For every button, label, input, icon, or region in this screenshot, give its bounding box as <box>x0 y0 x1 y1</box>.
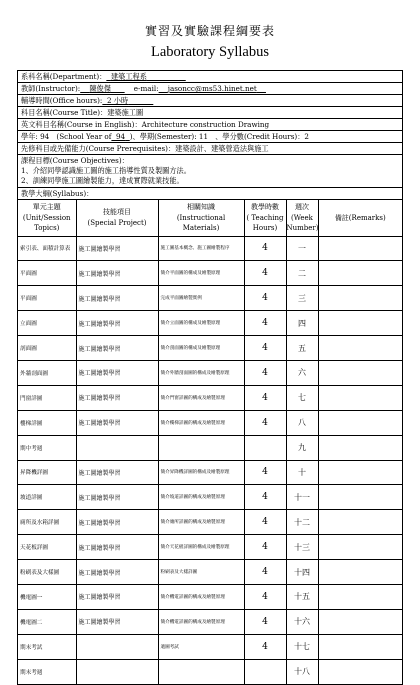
project-cell: 施工圖繪製學習 <box>76 609 158 634</box>
hours-cell: 4 <box>244 410 286 435</box>
school-year-value: 94 <box>115 132 126 141</box>
remarks-cell <box>318 460 402 485</box>
hours-cell: 4 <box>244 336 286 361</box>
table-row <box>18 336 402 361</box>
week-cell: 十三 <box>286 535 318 560</box>
remarks-cell <box>318 659 402 684</box>
week-cell: 五 <box>286 336 318 361</box>
instructor-value: 陳俊傑 <box>89 84 111 93</box>
topic-cell: 平面圖 <box>18 286 76 311</box>
email-value: jasoncc@ms53.hinet.net <box>167 84 257 93</box>
project-cell: 施工圖繪製學習 <box>76 510 158 535</box>
hours-cell: 4 <box>244 535 286 560</box>
week-cell: 十一 <box>286 485 318 510</box>
hours-cell: 4 <box>244 634 286 659</box>
topic-cell: 樓梯詳圖 <box>18 410 76 435</box>
week-cell: 十六 <box>286 609 318 634</box>
project-cell: 施工圖繪製學習 <box>76 236 158 261</box>
school-year-row <box>18 131 402 143</box>
materials-cell <box>158 659 244 684</box>
table-row <box>18 510 402 535</box>
project-cell: 施工圖繪製學習 <box>76 336 158 361</box>
course-title-row: 科目名稱(Course Title)：建築施工圖 <box>18 107 402 119</box>
department-value: 建築工程系 <box>110 72 147 81</box>
table-row <box>18 286 402 311</box>
materials-cell: 簡介剖面圖的構成及繪製原理 <box>158 336 244 361</box>
office-hours-label: 輔導時間(Office hours): <box>21 96 103 105</box>
week-cell: 四 <box>286 311 318 336</box>
remarks-cell <box>318 560 402 585</box>
topic-cell: 索引表、面積計算表 <box>18 236 76 261</box>
table-row <box>18 385 402 410</box>
course-english-row: 英文科目名稱(Course in English)：Architecture construction Drawing <box>18 119 402 131</box>
week-cell: 三 <box>286 286 318 311</box>
remarks-cell <box>318 336 402 361</box>
syllabus-label: 教學大綱(Syllabus)： <box>18 188 402 200</box>
hours-cell: 4 <box>244 286 286 311</box>
week-cell: 二 <box>286 261 318 286</box>
materials-cell: 簡介昇降機詳圖的構成及繪製原理 <box>158 460 244 485</box>
objectives-label: 課程目標(Course Objectives)： <box>21 156 129 165</box>
materials-cell: 適圖考試 <box>158 634 244 659</box>
header-week: 週次 (Week Number) <box>286 200 318 236</box>
topic-cell: 坡道詳圖 <box>18 485 76 510</box>
hours-cell: 4 <box>244 560 286 585</box>
objective-1: 1、介紹同學認識施工圖的施工指導性質及製圖方法。 <box>21 166 191 175</box>
remarks-cell <box>318 510 402 535</box>
table-row <box>18 485 402 510</box>
remarks-cell <box>318 286 402 311</box>
hours-cell: 4 <box>244 236 286 261</box>
remarks-cell <box>318 535 402 560</box>
instructor-label: 教師(Instructor): <box>21 84 81 93</box>
hours-cell: 4 <box>244 460 286 485</box>
project-cell <box>76 634 158 659</box>
remarks-cell <box>318 634 402 659</box>
page-title-en: Laboratory Syllabus <box>151 44 269 60</box>
office-hours-value: 2 小時 <box>106 96 129 105</box>
project-cell: 施工圖繪製學習 <box>76 560 158 585</box>
remarks-cell <box>318 311 402 336</box>
hours-cell <box>244 435 286 460</box>
week-cell: 十二 <box>286 510 318 535</box>
table-row <box>18 560 402 585</box>
header-hours: 教學時數 ( Teaching Hours) <box>244 200 286 236</box>
week-cell: 一 <box>286 236 318 261</box>
email-label: e-mail: <box>133 84 159 93</box>
project-cell: 施工圖繪製學習 <box>76 360 158 385</box>
hours-cell: 4 <box>244 609 286 634</box>
office-hours-row <box>18 95 402 107</box>
remarks-cell <box>318 485 402 510</box>
table-row <box>18 360 402 385</box>
table-row <box>18 659 402 684</box>
topic-cell: 粉刷表及大樣圖 <box>18 560 76 585</box>
project-cell <box>76 659 158 684</box>
hours-cell <box>244 659 286 684</box>
week-cell: 十 <box>286 460 318 485</box>
objectives-block <box>18 155 402 188</box>
department-row <box>18 71 402 83</box>
remarks-cell <box>318 360 402 385</box>
topic-cell: 剖面圖 <box>18 336 76 361</box>
syllabus-table <box>18 200 402 684</box>
project-cell: 施工圖繪製學習 <box>76 485 158 510</box>
instructor-row <box>18 83 402 95</box>
remarks-cell <box>318 435 402 460</box>
materials-cell: 簡介機電詳圖的構成及繪製原理 <box>158 584 244 609</box>
topic-cell: 外牆剖面圖 <box>18 360 76 385</box>
hours-cell: 4 <box>244 485 286 510</box>
table-row <box>18 410 402 435</box>
table-row <box>18 311 402 336</box>
week-cell: 十五 <box>286 584 318 609</box>
topic-cell: 廁所及水箱詳圖 <box>18 510 76 535</box>
hours-cell: 4 <box>244 360 286 385</box>
syllabus-form <box>17 70 403 685</box>
department-label: 系科名稱(Department)： <box>21 72 107 81</box>
hours-cell: 4 <box>244 261 286 286</box>
school-year-label: 學年: 94 (School Year of <box>21 132 112 141</box>
week-cell: 十八 <box>286 659 318 684</box>
prerequisites-row: 先修科目或先備能力(Course Prerequisites)：建築設計、建築營造法與施工 <box>18 143 402 155</box>
materials-cell: 簡介坡道詳圖的構成及繪製原理 <box>158 485 244 510</box>
topic-cell: 門窗詳圖 <box>18 385 76 410</box>
hours-cell: 4 <box>244 584 286 609</box>
header-materials: 相關知識 (Instructional Materials) <box>158 200 244 236</box>
materials-cell: 簡介立面圖的構成及繪製原理 <box>158 311 244 336</box>
page-title-zh: 實習及實驗課程綱要表 <box>144 24 275 38</box>
topic-cell: 立面圖 <box>18 311 76 336</box>
week-cell: 九 <box>286 435 318 460</box>
materials-cell: 簡介廁所詳圖的構成及繪製原理 <box>158 510 244 535</box>
table-row <box>18 435 402 460</box>
hours-cell: 4 <box>244 311 286 336</box>
materials-cell: 簡介外牆剖面圖的構成及繪製原理 <box>158 360 244 385</box>
topic-cell: 平面圖 <box>18 261 76 286</box>
materials-cell: 簡介天花板詳圖的構成及繪製原理 <box>158 535 244 560</box>
table-header-row <box>18 200 402 236</box>
remarks-cell <box>318 261 402 286</box>
project-cell: 施工圖繪製學習 <box>76 385 158 410</box>
week-cell: 八 <box>286 410 318 435</box>
table-row <box>18 634 402 659</box>
header-project: 技能項目 (Special Project) <box>76 200 158 236</box>
header-remarks: 備註(Remarks) <box>318 200 402 236</box>
remarks-cell <box>318 385 402 410</box>
topic-cell: 期中考週 <box>18 435 76 460</box>
objective-2: 2、訓練同學施工圖繪製能力，達成實際就業技能。 <box>21 176 184 185</box>
header-topic: 單元主題 (Unit/Session Topics) <box>18 200 76 236</box>
materials-cell: 簡介平面圖的構成及繪製原理 <box>158 261 244 286</box>
topic-cell: 機電圖二 <box>18 609 76 634</box>
table-row <box>18 535 402 560</box>
materials-cell: 簡介門窗詳圖的構成及繪製原理 <box>158 385 244 410</box>
materials-cell <box>158 435 244 460</box>
project-cell: 施工圖繪製學習 <box>76 286 158 311</box>
week-cell: 十七 <box>286 634 318 659</box>
week-cell: 七 <box>286 385 318 410</box>
project-cell: 施工圖繪製學習 <box>76 410 158 435</box>
materials-cell: 粉刷表及大樣詳圖 <box>158 560 244 585</box>
semester-credits: )、學期(Semester): 11 、學分數(Credit Hours)：2 <box>129 132 309 141</box>
table-row <box>18 460 402 485</box>
project-cell: 施工圖繪製學習 <box>76 311 158 336</box>
hours-cell: 4 <box>244 510 286 535</box>
project-cell: 施工圖繪製學習 <box>76 460 158 485</box>
remarks-cell <box>318 584 402 609</box>
topic-cell: 期末考週 <box>18 659 76 684</box>
materials-cell: 施工圖基本概念、施工圖繪製程序 <box>158 236 244 261</box>
table-row <box>18 261 402 286</box>
remarks-cell <box>318 410 402 435</box>
project-cell: 施工圖繪製學習 <box>76 261 158 286</box>
table-row <box>18 584 402 609</box>
week-cell: 十四 <box>286 560 318 585</box>
topic-cell: 機電圖一 <box>18 584 76 609</box>
hours-cell: 4 <box>244 385 286 410</box>
project-cell <box>76 435 158 460</box>
materials-cell: 簡介樓梯詳圖的構成及繪製原理 <box>158 410 244 435</box>
week-cell: 六 <box>286 360 318 385</box>
remarks-cell <box>318 609 402 634</box>
topic-cell: 昇降機詳圖 <box>18 460 76 485</box>
project-cell: 施工圖繪製學習 <box>76 535 158 560</box>
materials-cell: 簡介機電詳圖的構成及繪製原理 <box>158 609 244 634</box>
topic-cell: 天花板詳圖 <box>18 535 76 560</box>
table-row <box>18 236 402 261</box>
project-cell: 施工圖繪製學習 <box>76 584 158 609</box>
remarks-cell <box>318 236 402 261</box>
topic-cell: 期末考試 <box>18 634 76 659</box>
table-row <box>18 609 402 634</box>
materials-cell: 完成平面圖繪製實例 <box>158 286 244 311</box>
